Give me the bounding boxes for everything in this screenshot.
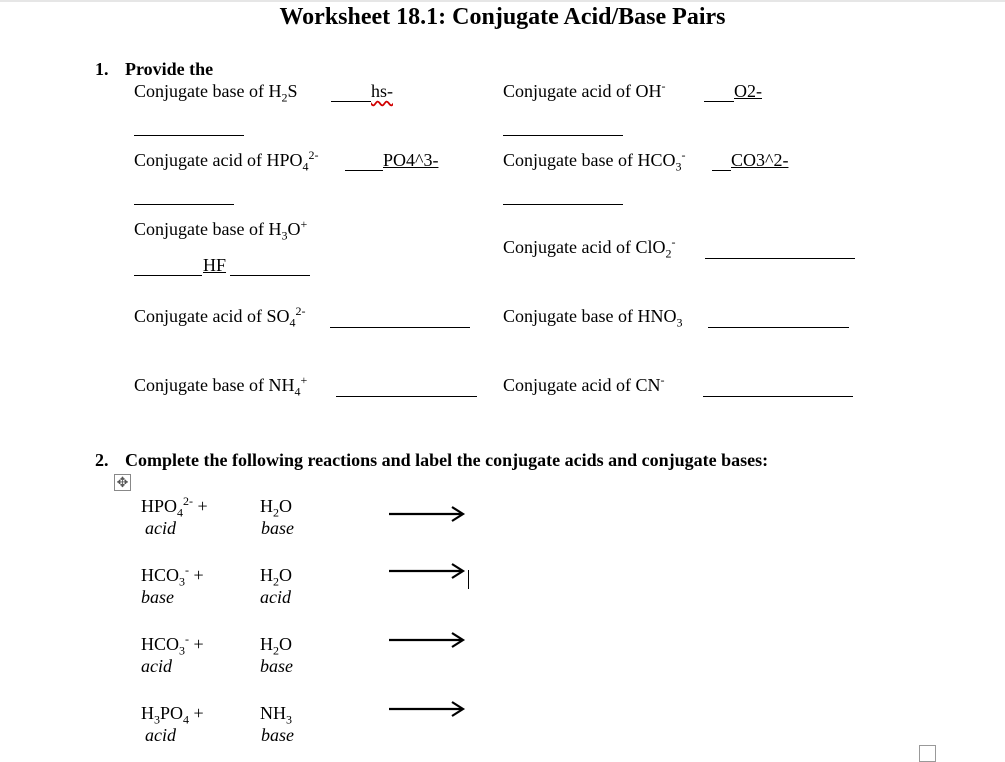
reaction-arrow-icon <box>388 631 466 649</box>
extra-blank-line[interactable] <box>134 135 244 136</box>
q1-item-conj-base-nh4: Conjugate base of $NH_4^+$ <box>134 373 308 399</box>
reaction-arrow-icon <box>388 562 466 580</box>
reaction-3-reactant-2: $H_2O$ <box>260 634 292 658</box>
q1-item-conj-base-h3o: Conjugate base of $H_3O^+$ <box>134 217 308 243</box>
q1-item-conj-acid-oh: Conjugate acid of OH- <box>503 79 666 101</box>
page-title: Worksheet 18.1: Conjugate Acid/Base Pairs <box>279 4 726 30</box>
reaction-4-reactant-1: $H_3PO_4$ + <box>141 703 204 727</box>
q1-item-conj-acid-clo2: Conjugate acid of ClO$_2$- <box>503 235 676 261</box>
reaction-2-label-2: acid <box>260 587 291 607</box>
answer-blank-nh4[interactable] <box>336 396 477 397</box>
question-1-number: 1. <box>95 59 109 79</box>
q1-item-conj-acid-cn: Conjugate acid of CN- <box>503 373 665 395</box>
table-resize-handle[interactable] <box>919 745 936 762</box>
q1-item-conj-acid-hpo4: Conjugate acid of $HPO_4^{2-}$ <box>134 148 319 174</box>
reaction-3-label-1: acid <box>141 656 172 676</box>
answer-hco3[interactable]: CO3^2- <box>731 150 789 170</box>
reaction-4-label-2: base <box>261 725 294 745</box>
reaction-arrow-icon <box>388 700 466 718</box>
question-2-number: 2. <box>95 450 109 470</box>
answer-underline <box>345 170 383 171</box>
answer-blank-so4[interactable] <box>330 327 470 328</box>
answer-oh[interactable]: O2- <box>734 81 762 101</box>
answer-h3o[interactable]: HF <box>203 255 227 275</box>
q1-item-conj-base-h2s: Conjugate base of $H_2S$ <box>134 81 298 105</box>
reaction-3-label-2: base <box>260 656 293 676</box>
reaction-4-reactant-2: $NH_3$ <box>260 703 292 727</box>
reaction-3-reactant-1: $HCO_3^-$ + <box>141 632 204 658</box>
reaction-1-reactant-2: $H_2O$ <box>260 496 292 520</box>
answer-underline <box>712 170 731 171</box>
q1-item-conj-base-hco3: Conjugate base of $HCO_3^-$ <box>503 148 686 174</box>
q1-item-conj-base-hno3: Conjugate base of $HNO_3$ <box>503 306 683 330</box>
answer-hpo4[interactable]: PO4^3- <box>383 150 439 170</box>
reaction-2-reactant-1: $HCO_3^-$ + <box>141 563 204 589</box>
reaction-2-reactant-2: $H_2O$ <box>260 565 292 589</box>
answer-underline <box>331 101 371 102</box>
reaction-arrow-icon <box>388 505 466 523</box>
reaction-4-label-1: acid <box>145 725 176 745</box>
answer-h2s[interactable]: hs- <box>371 81 393 101</box>
reaction-1-label-1: acid <box>145 518 176 538</box>
question-2-heading: Complete the following reactions and label the conjugate acids and conjugate bases: <box>125 450 769 470</box>
extra-blank-line[interactable] <box>134 204 234 205</box>
answer-blank-hno3[interactable] <box>708 327 849 328</box>
q1-item-conj-acid-so4: Conjugate acid of $SO_4^{2-}$ <box>134 304 306 330</box>
answer-underline <box>134 275 202 276</box>
reaction-1-label-2: base <box>261 518 294 538</box>
extra-blank-line[interactable] <box>503 135 623 136</box>
reaction-2-label-1: base <box>141 587 174 607</box>
text-cursor <box>468 570 469 589</box>
answer-underline <box>704 101 734 102</box>
question-1-heading: Provide the <box>125 59 214 79</box>
extra-blank-line[interactable] <box>503 204 623 205</box>
table-move-handle-icon[interactable]: ✥ <box>114 474 131 491</box>
answer-blank-clo2[interactable] <box>705 258 855 259</box>
top-border <box>0 0 1005 2</box>
answer-blank-cn[interactable] <box>703 396 853 397</box>
reaction-1-reactant-1: $HPO_4^{2-}$ + <box>141 494 208 520</box>
answer-underline <box>230 275 310 276</box>
